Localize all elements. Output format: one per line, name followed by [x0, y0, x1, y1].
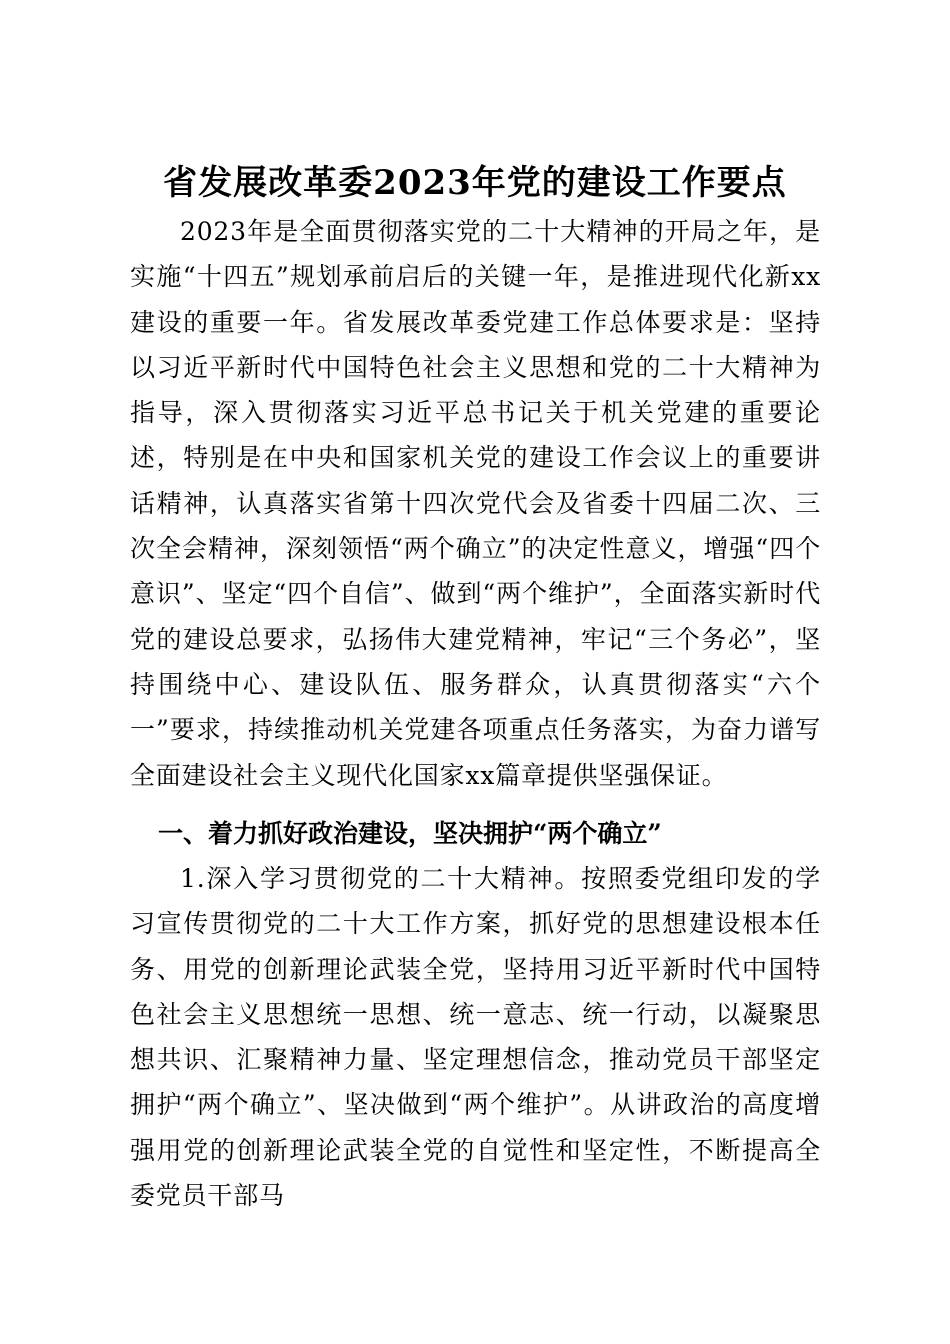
intro-paragraph: 2023年是全面贯彻落实党的二十大精神的开局之年，是实施“十四五”规划承前启后的关键一年，是推进现代化新xx建设的重要一年。省发展改革委党建工作总体要求是：坚持以习近平新时代中国特色社会主义思想和党的二十大精神为指导，深入贯彻落实习近平总书记关于机关党建的重要论述，特别是在中央和国家机关党的建设工作会议上的重要讲话精神，认真落实省第十四次党代会及省委十四届二次、三次全会精神，深刻领悟“两个确立”的决定性意义，增强“四个意识”、坚定“四个自信”、做到“两个维护”，全面落实新时代党的建设总要求，弘扬伟大建党精神，牢记“三个务必”，坚持围绕中心、建设队伍、服务群众，认真贯彻落实“六个一”要求，持续推动机关党建各项重点任务落实，为奋力谱写全面建设社会主义现代化国家xx篇章提供坚强保证。 [130, 217, 821, 790]
document-title: 省发展改革委2023年党的建设工作要点 [163, 162, 787, 203]
item-1-paragraph: 1.深入学习贯彻党的二十大精神。按照委党组印发的学习宣传贯彻党的二十大工作方案，抓好党的思想建设根本任务、用党的创新理论武装全党，坚持用习近平新时代中国特色社会主义思想统一思想、统一意志、统一行动，以凝聚思想共识、汇聚精神力量、坚定理想信念，推动党员干部坚定拥护“两个确立”、坚决做到“两个维护”。从讲政治的高度增强用党的创新理论武装全党的自觉性和坚定性，不断提高全委党员干部马 [130, 864, 821, 1211]
section-heading-1: 一、着力抓好政治建设，坚决拥护“两个确立” [158, 819, 662, 848]
